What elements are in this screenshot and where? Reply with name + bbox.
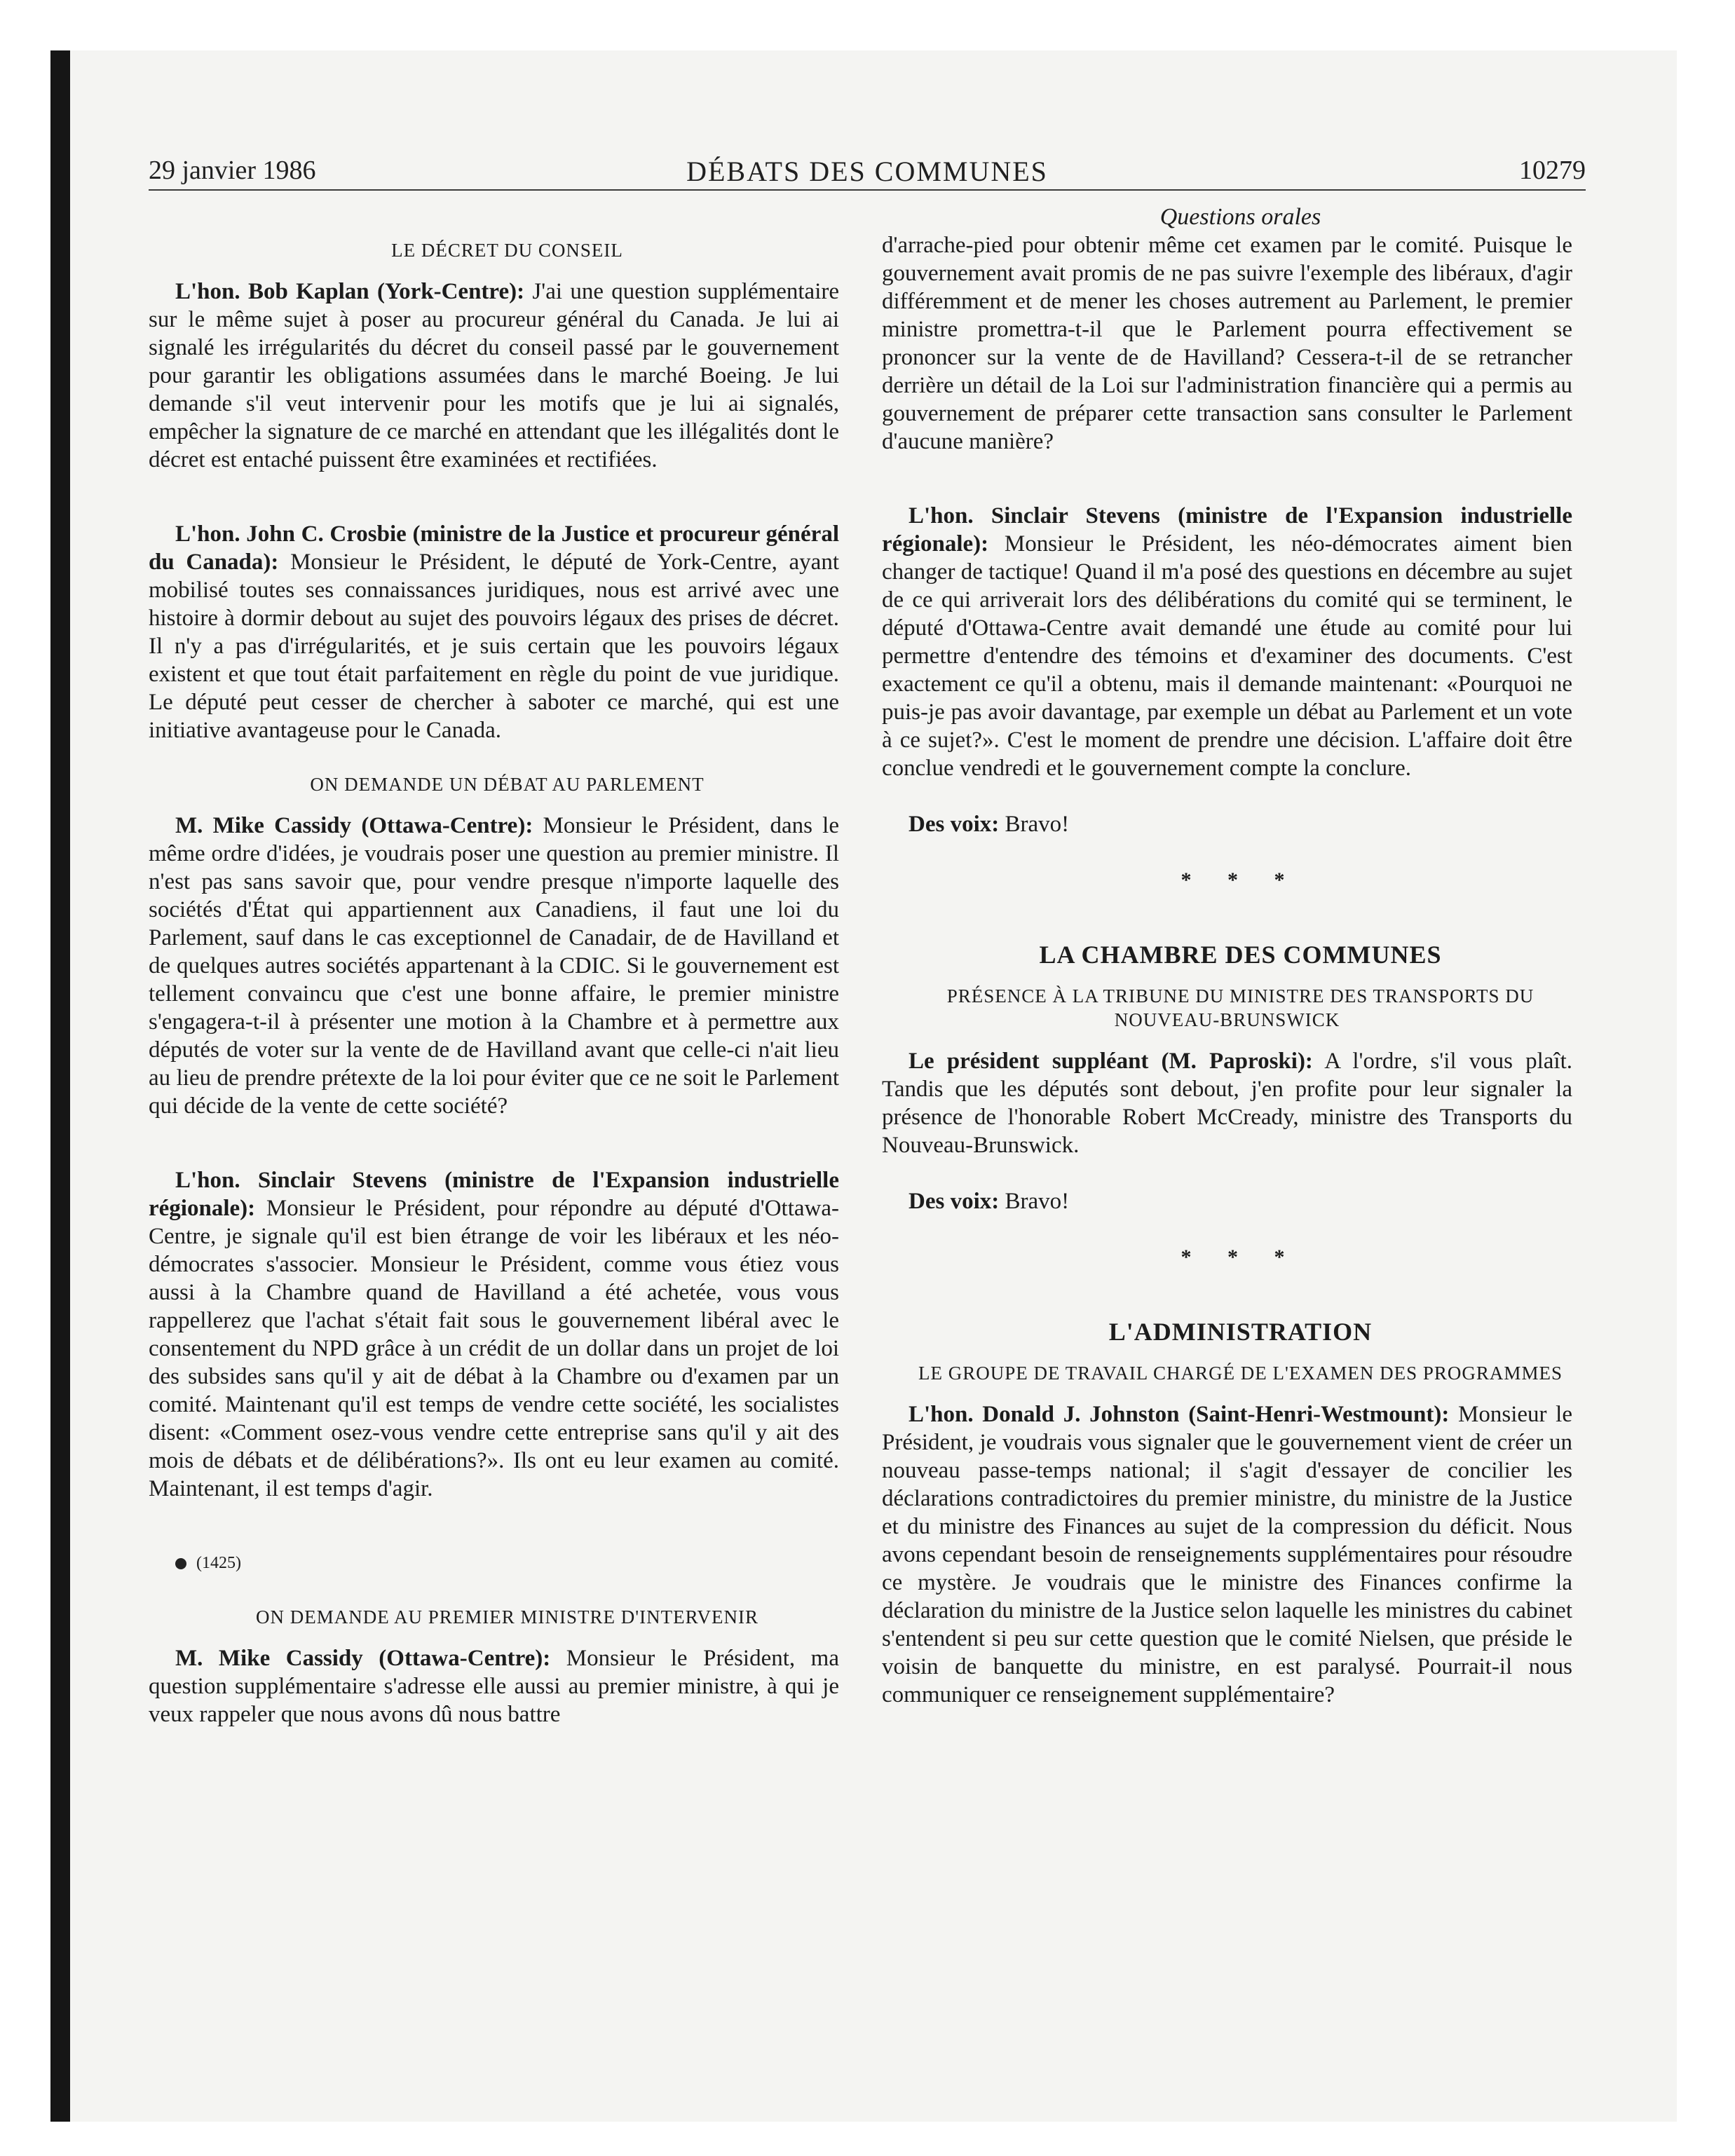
speaker-name: L'hon. John C. Crosbie (ministre de la Justice et procureur général du Canada): — [149, 521, 839, 575]
section-separator: * * * — [1181, 868, 1300, 892]
paragraph — [149, 1166, 839, 1503]
speech-text: Bravo! — [1005, 1189, 1070, 1214]
speech-text: A l'ordre, s'il vous plaît. Tandis que les députés sont debout, j'en profite pour leur signaler la présence de l'honorable Robert McCready, ministre des Transports du Nouveau-Brunswick. — [882, 1049, 1572, 1158]
binding-edge — [50, 50, 70, 2122]
paragraph — [149, 278, 839, 474]
page-header — [149, 149, 1586, 191]
speech-text: d'arrache-pied pour obtenir même cet examen par le comité. Puisque le gouvernement avait promis de ne pas suivre l'exemple des libéraux, d'agir différemment et de mener les choses autrement au Parlement, le premier ministre promettra-t-il que le Parlement pourra effectivement se prononcer sur la vente de de Havilland? Cessera-t-il de se retrancher derrière un détail de la Loi sur l'administration financière qui a permis au gouvernement de préparer cette transaction sans consulter le Parlement d'aucune manière? — [882, 233, 1572, 454]
speech-text: Monsieur le Président, les néo-démocrates aiment bien changer de tactique! Quand il m'a posé des questions en décembre au sujet de ce qui arriverait lors des délibérations du comité qui se terminent, le député d'Ottawa-Centre avait demandé une étude au comité pour lui permettre d'entendre des témoins et d'examiner des documents. C'est exactement ce qu'il a obtenu, mais il demande maintenant: «Pourquoi ne puis-je pas avoir davantage, par exemple un débat au Parlement et un vote à ce sujet?». C'est le moment de prendre une décision. L'affaire doit être conclue vendredi et le gouvernement compte la conclure. — [882, 531, 1572, 781]
speech-text: Monsieur le Président, ma question supplémentaire s'adresse elle aussi au premier ministre, à qui je veux rappeler que nous avons dû nous battre — [149, 1646, 839, 1727]
speaker-name: Des voix: — [909, 812, 1000, 837]
speech-text: Monsieur le Président, le député de York-Centre, ayant mobilisé toutes ses connaissances juridiques, nous est arrivé avec une histoire à dormir debout au sujet des pouvoirs légaux des prises de décret. Il n'y a pas d'irrégularités, et je suis certain que les pouvoirs légaux existent et que tout était parfaitement en règle du point de vue juridique. Le député peut cesser de chercher à saboter ce marché, qui est une initiative avantageuse pour le Canada. — [149, 550, 839, 743]
speech-text: Monsieur le Président, je voudrais vous signaler que le gouvernement vient de créer un nouveau passe-temps national; il s'agit d'essayer de concilier les déclarations contradictoires du premier ministre, du ministre de la Justice et du ministre des Finances au sujet de la compression du déficit. Nous avons cependant besoin de renseignements supplémentaires pour résoudre ce mystère. Je voudrais que le ministre des Finances confirme la déclaration du ministre de la Justice selon laquelle les ministres du cabinet s'entendent si peu sur cette question que le comité Nielsen, que préside le voisin de banquette du ministre, en est paralysé. Pourrait-il nous communiquer ce renseignement supplémentaire? — [882, 1402, 1572, 1707]
page-number: 10279 — [1519, 156, 1586, 185]
paragraph — [882, 502, 1572, 782]
section-heading: ON DEMANDE AU PREMIER MINISTRE D'INTERVENIR — [256, 1606, 758, 1628]
speech-text: Bravo! — [1005, 812, 1070, 837]
section-separator: * * * — [1181, 1246, 1300, 1269]
speaker-name: M. Mike Cassidy (Ottawa-Centre): — [175, 1646, 551, 1671]
paragraph — [149, 1644, 839, 1728]
speaker-name: M. Mike Cassidy (Ottawa-Centre): — [175, 813, 533, 838]
section-title: L'ADMINISTRATION — [1108, 1318, 1373, 1346]
header-rule — [149, 189, 1586, 191]
section-heading: ON DEMANDE UN DÉBAT AU PARLEMENT — [310, 774, 705, 795]
paragraph — [882, 231, 1572, 456]
speaker-name: L'hon. Sinclair Stevens (ministre de l'Expansion industrielle régionale): — [882, 503, 1572, 557]
speaker-name: L'hon. Donald J. Johnston (Saint-Henri-Westmount): — [909, 1402, 1450, 1427]
paragraph — [882, 1047, 1572, 1159]
header-title: DÉBATS DES COMMUNES — [686, 156, 1048, 187]
header-date: 29 janvier 1986 — [149, 156, 316, 185]
paragraph — [882, 810, 1572, 838]
speaker-name: L'hon. Sinclair Stevens (ministre de l'Expansion industrielle régionale): — [149, 1168, 839, 1221]
paragraph — [882, 1400, 1572, 1709]
paragraph — [149, 520, 839, 744]
bullet-icon — [175, 1558, 186, 1569]
left-column — [149, 203, 839, 1728]
section-heading: LE DÉCRET DU CONSEIL — [391, 240, 623, 261]
section-heading: LE GROUPE DE TRAVAIL CHARGÉ DE L'EXAMEN DES PROGRAMMES — [918, 1363, 1563, 1384]
speech-text: J'ai une question supplémentaire sur le même sujet à poser au procureur général du Canada. Je lui ai signalé les irrégularités du décret du conseil passé par le gouvernement pour garantir les obligations assumées dans le marché Boeing. Je lui demande s'il veut intervenir pour les motifs que je lui ai signalés, empêcher la signature de ce marché en attendant que les illégalités dont le décret est entaché puissent être examinées et rectifiées. — [149, 279, 840, 472]
section-title: LA CHAMBRE DES COMMUNES — [1039, 941, 1442, 969]
speaker-name: Le président suppléant (M. Paproski): — [909, 1049, 1313, 1074]
section-heading: PRÉSENCE À LA TRIBUNE DU MINISTRE DES TRANSPORTS DU NOUVEAU-BRUNSWICK — [946, 985, 1535, 1030]
paragraph — [149, 812, 839, 1120]
speech-text: Monsieur le Président, dans le même ordre d'idées, je voudrais poser une question au premier ministre. Il n'est pas sans savoir que, pour vendre presque n'importe laquelle des sociétés d'État qui appartiennent aux Canadiens, il faut une loi du Parlement, sauf dans le cas exceptionnel de Canadair, de de Havilland et de quelques autres sociétés appartenant à la CDIC. Si le gouvernement est tellement convaincu que c'est une bonne affaire, le premier ministre s'engagera-t-il à présenter une motion à la Chambre et à permettre aux députés de voter sur la vente de de Havilland avant que celle-ci n'ait lieu au lieu de prendre prétexte de la loi pour éviter que ce ne soit le Parlement qui décide de la vente de cette société? — [149, 813, 839, 1119]
speech-text: Monsieur le Président, pour répondre au député d'Ottawa-Centre, je signale qu'il est bien étrange de voir les libéraux et les néo-démocrates s'associer. Monsieur le Président, comme vous étiez vous aussi à la Chambre quand de Havilland a été achetée, vous vous rappellerez que l'achat s'était fait sous le gouvernement libéral avec le consentement du NPD grâce à un crédit de un dollar dans un projet de loi des subsides sans qu'il y ait de débat à la Chambre ou d'examen par un comité. Maintenant qu'il est temps de vendre cette société, les socialistes disent: «Comment osez-vous vendre cette entreprise sans qu'il y ait des mois de débats et de délibérations?». Ils ont eu leur examen au comité. Maintenant, il est temps d'agir. — [149, 1196, 839, 1501]
time-marker-text: (1425) — [196, 1554, 241, 1572]
running-head: Questions orales — [1159, 204, 1321, 230]
right-column — [882, 203, 1572, 1709]
time-marker — [149, 1549, 839, 1577]
paragraph — [882, 1187, 1572, 1215]
speaker-name: L'hon. Bob Kaplan (York-Centre): — [175, 279, 525, 304]
speaker-name: Des voix: — [909, 1189, 1000, 1214]
